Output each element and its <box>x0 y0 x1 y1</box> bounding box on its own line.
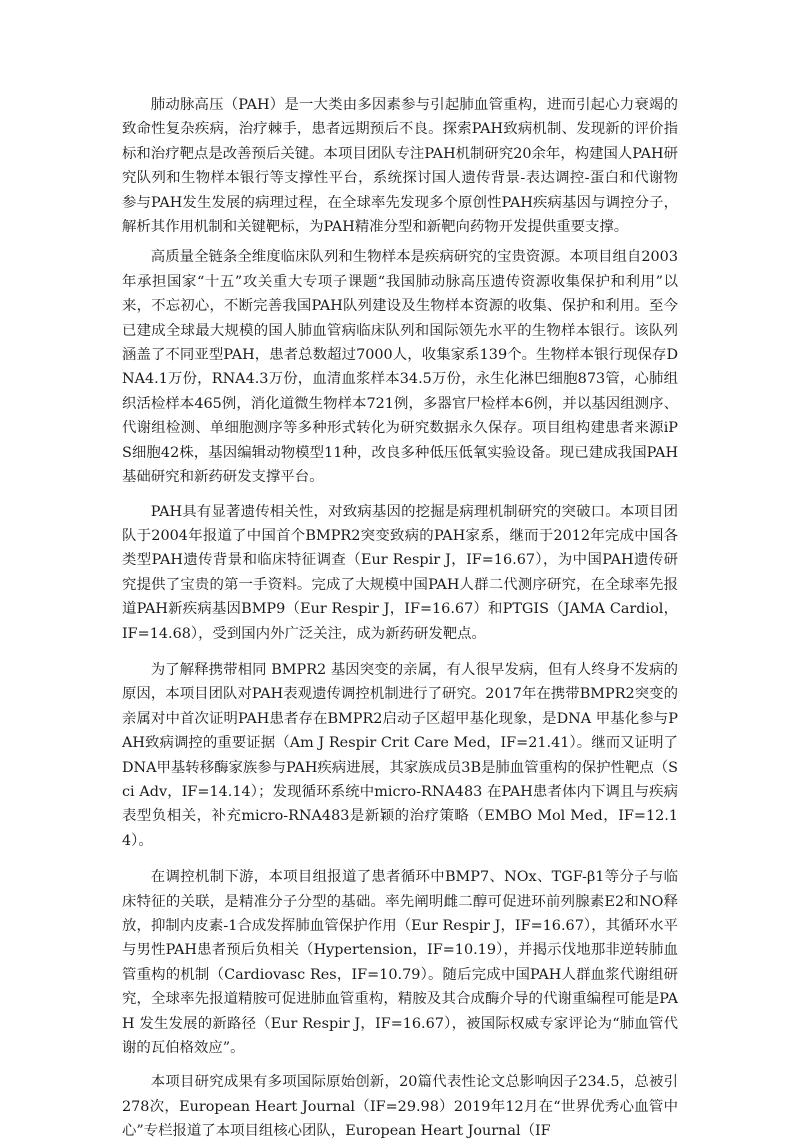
paragraph-epigenetic-regulation: 为了解释携带相同 BMPR2 基因突变的亲属，有人很早发病，但有人终身不发病的原因，本项目团队对PAH表观遗传调控机制进行了研究。2017年在携带BMPR2突变的亲属对中首次证明PAH患者存在BMPR2启动子区超甲基化现象，是DNA 甲基化参与PAH致病调控的重要证据（Am J Respir Crit Care Med，IF=21.41）。继而又证明了DNA甲基转移酶家族参与PAH疾病进展，其家族成员3B是肺血管重构的保护性靶点（Sci Adv，IF=14.14）；发现循环系统中micro-RNA483 在PAH患者体内下调且与疾病表型负相关，补充micro-RNA483是新颖的治疗策略（EMBO Mol Med，IF=12.14）。 <box>122 661 678 849</box>
paragraph-genetic-discoveries: PAH具有显著遗传相关性，对致病基因的挖掘是病理机制研究的突破口。本项目团队于2004年报道了中国首个BMPR2突变致病的PAH家系，继而于2012年完成中国各类型PAH遗传背景和临床特征调查（Eur Respir J，IF=16.67），为中国PAH遗传研究提供了宝贵的第一手资料。完成了大规模中国PAH人群二代测序研究，在全球率先报道PAH新疾病基因BMP9（Eur Respir J，IF=16.67）和PTGIS（JAMA Cardiol，IF=14.68），受到国内外广泛关注，成为新药研发靶点。 <box>122 503 678 642</box>
paragraph-research-impact: 本项目研究成果有多项国际原始创新，20篇代表性论文总影响因子234.5，总被引278次，European Heart Journal（IF=29.98）2019年12月在“世界优秀心血管中心”专栏报道了本项目组核心团队，European Heart Journal（IF <box>122 1074 678 1140</box>
paragraph-pah-overview: 肺动脉高压（PAH）是一大类由多因素参与引起肺血管重构，进而引起心力衰竭的致命性复杂疾病，治疗棘手，患者远期预后不良。探索PAH致病机制、发现新的评价指标和治疗靶点是改善预后关键。本项目团队专注PAH机制研究20余年，构建国人PAH研究队列和生物样本银行等支撑性平台，系统探讨国人遗传背景-表达调控-蛋白和代谢物参与PAH发生发展的病理过程，在全球率先发现多个原创性PAH疾病基因与调控分子，解析其作用机制和关键靶标，为PAH精准分型和新靶向药物开发提供重要支撑。 <box>122 97 678 236</box>
paragraph-downstream-mechanisms: 在调控机制下游，本项目组报道了患者循环中BMP7、NOx、TGF-β1等分子与临床特征的关联，是精准分子分型的基础。率先阐明雌二醇可促进环前列腺素E2和NO释放，抑制内皮素-1合成发挥肺血管保护作用（Eur Respir J，IF=16.67），其循环水平与男性PAH患者预后负相关（Hypertension，IF=10.19），并揭示伐地那非逆转肺血管重构的机制（Cardiovasc Res，IF=10.79）。随后完成中国PAH人群血浆代谢组研究，全球率先报道精胺可促进肺血管重构，精胺及其合成酶介导的代谢重编程可能是PAH 发生发展的新路径（Eur Respir J，IF=16.67），被国际权威专家评论为“肺血管代谢的瓦伯格效应”。 <box>122 869 678 1057</box>
document-body <box>122 93 678 1144</box>
paragraph-cohort-biobank: 高质量全链条全维度临床队列和生物样本是疾病研究的宝贵资源。本项目组自2003年承担国家“十五”攻关重大专项子课题“我国肺动脉高压遗传资源收集保护和利用”以来，不忘初心，不断完善我国PAH队列建设及生物样本资源的收集、保护和利用。至今已建成全球最大规模的国人肺血管病临床队列和国际领先水平的生物样本银行。该队列涵盖了不同亚型PAH，患者总数超过7000人，收集家系139个。生物样本银行现保存DNA4.1万份，RNA4.3万份，血清血浆样本34.5万份，永生化淋巴细胞873管，心肺组织活检样本465例，消化道微生物样本721例，多器官尸检样本6例，并以基因组测序、代谢组检测、单细胞测序等多种形式转化为研究数据永久保存。项目组构建患者来源iPS细胞42株，基因编辑动物模型11种，改良多种低压低氧实验设备。现已建成我国PAH基础研究和新药研发支撑平台。 <box>122 249 678 486</box>
